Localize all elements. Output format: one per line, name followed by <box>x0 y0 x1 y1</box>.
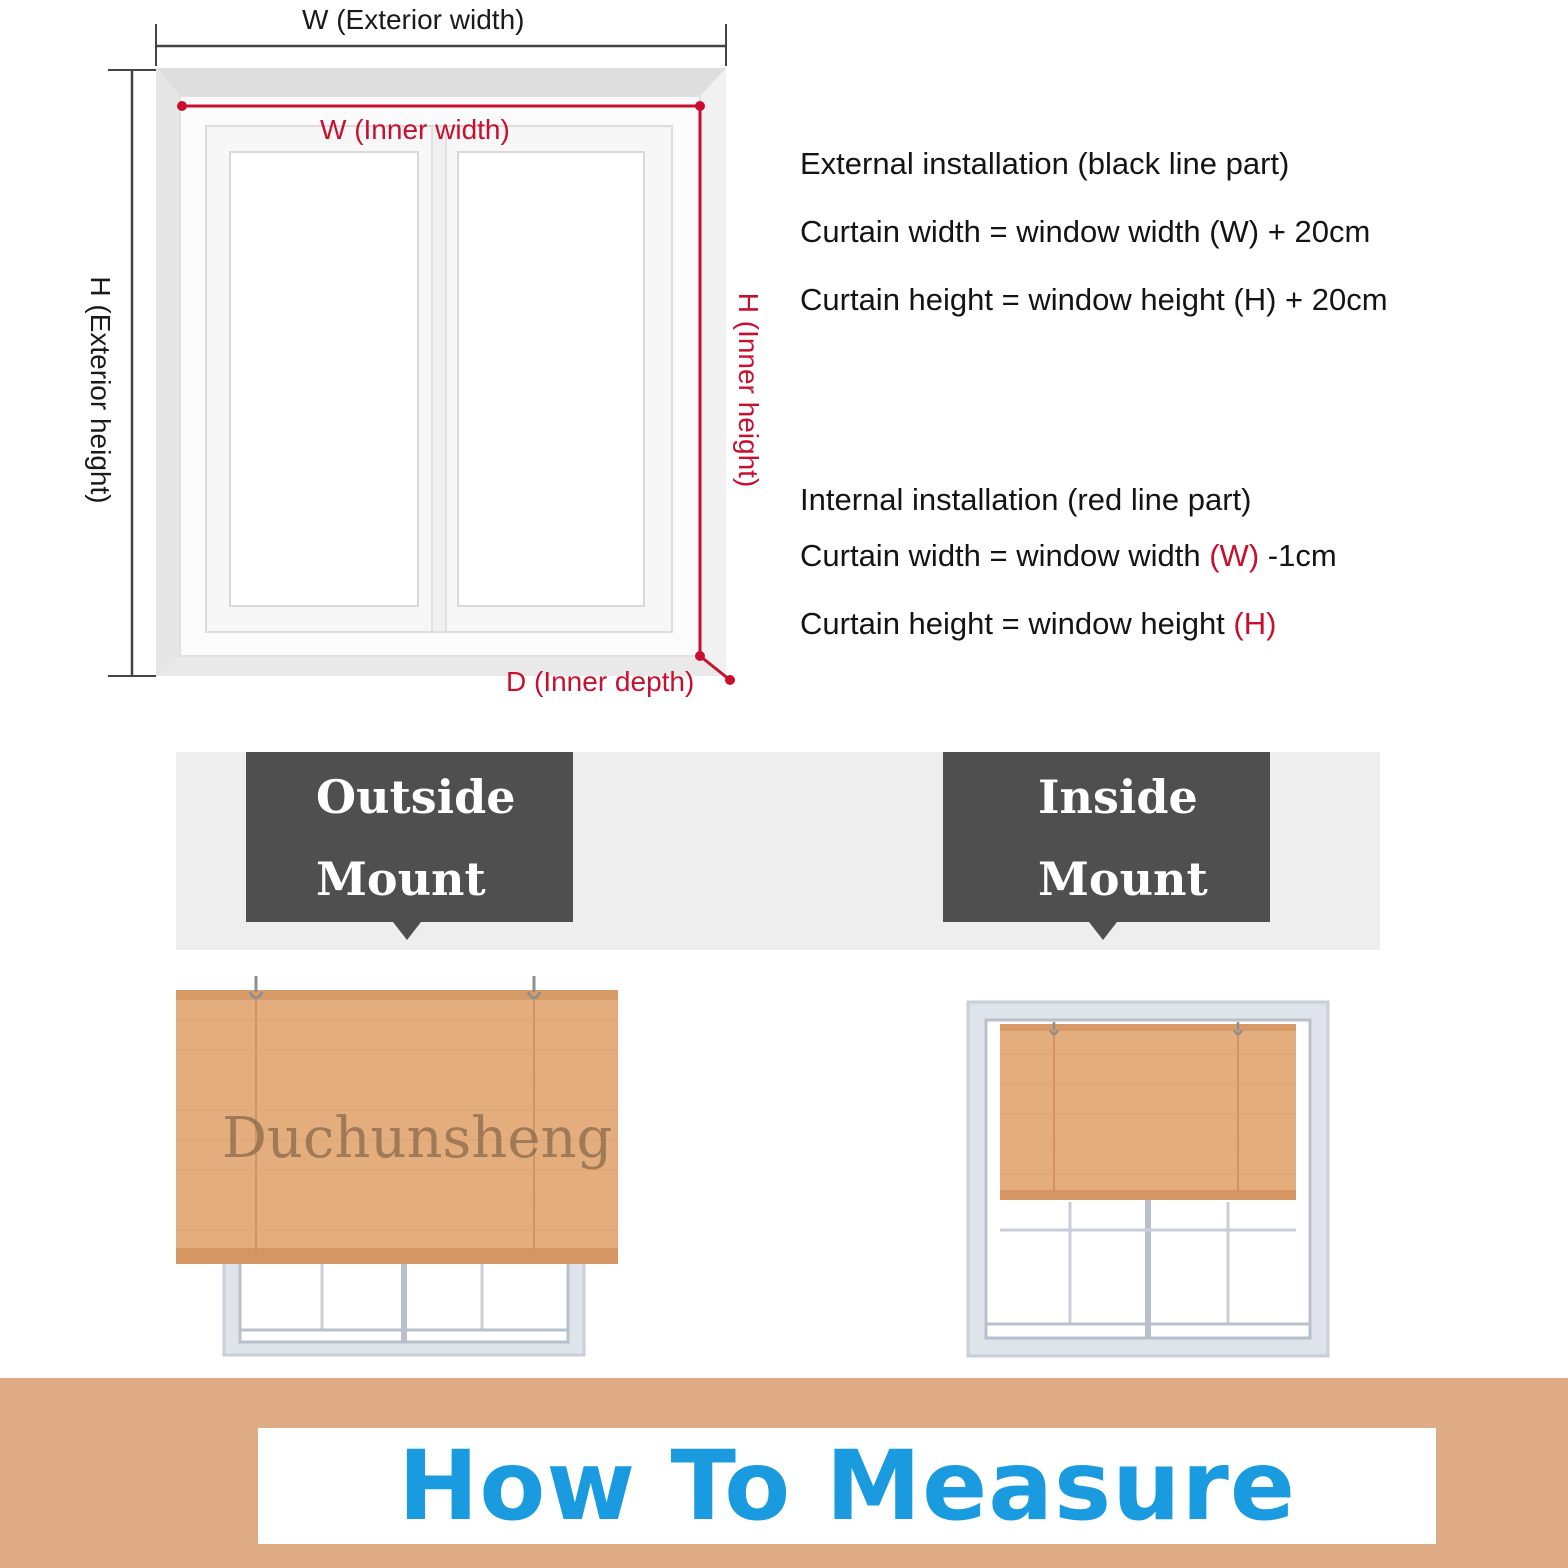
watermark-text: Duchunsheng <box>222 1106 613 1171</box>
inner-width-label: W (Inner width) <box>320 114 510 145</box>
inside-mount-line2: Mount <box>1038 852 1208 906</box>
outside-mount-label <box>246 752 573 922</box>
internal-heading: Internal installation (red line part) <box>800 482 1252 517</box>
internal-width-suffix: -1cm <box>1259 538 1337 573</box>
title-box <box>258 1428 1436 1544</box>
internal-height-formula <box>800 606 1276 642</box>
inside-mount-line1: Inside <box>1038 770 1198 824</box>
internal-width-var: (W) <box>1209 538 1260 573</box>
inside-mount-pointer <box>1089 922 1117 940</box>
external-height-formula: Curtain height = window height (H) + 20cm <box>800 282 1388 317</box>
internal-height-var: (H) <box>1233 606 1277 641</box>
inside-bamboo-blind <box>1000 1022 1296 1200</box>
outside-mount-line1: Outside <box>316 770 516 824</box>
exterior-height-label: H (Exterior height) <box>85 276 116 504</box>
external-width-formula: Curtain width = window width (W) + 20cm <box>800 214 1371 249</box>
internal-width-formula <box>800 538 1337 574</box>
window-frame <box>156 68 726 676</box>
page-title: How To Measure <box>398 1430 1296 1542</box>
inner-height-label: H (Inner height) <box>733 292 764 488</box>
outside-mount-line2: Mount <box>316 852 486 906</box>
window-measure-diagram <box>0 0 780 720</box>
exterior-width-label: W (Exterior width) <box>302 4 525 35</box>
inner-depth-label: D (Inner depth) <box>506 666 695 697</box>
inside-mount-illustration <box>960 994 1340 1366</box>
inside-mount-label <box>943 752 1270 922</box>
internal-height-prefix: Curtain height = window height <box>800 606 1234 641</box>
internal-width-prefix: Curtain width = window width <box>800 538 1210 573</box>
external-heading: External installation (black line part) <box>800 146 1290 181</box>
outside-mount-pointer <box>393 922 421 940</box>
